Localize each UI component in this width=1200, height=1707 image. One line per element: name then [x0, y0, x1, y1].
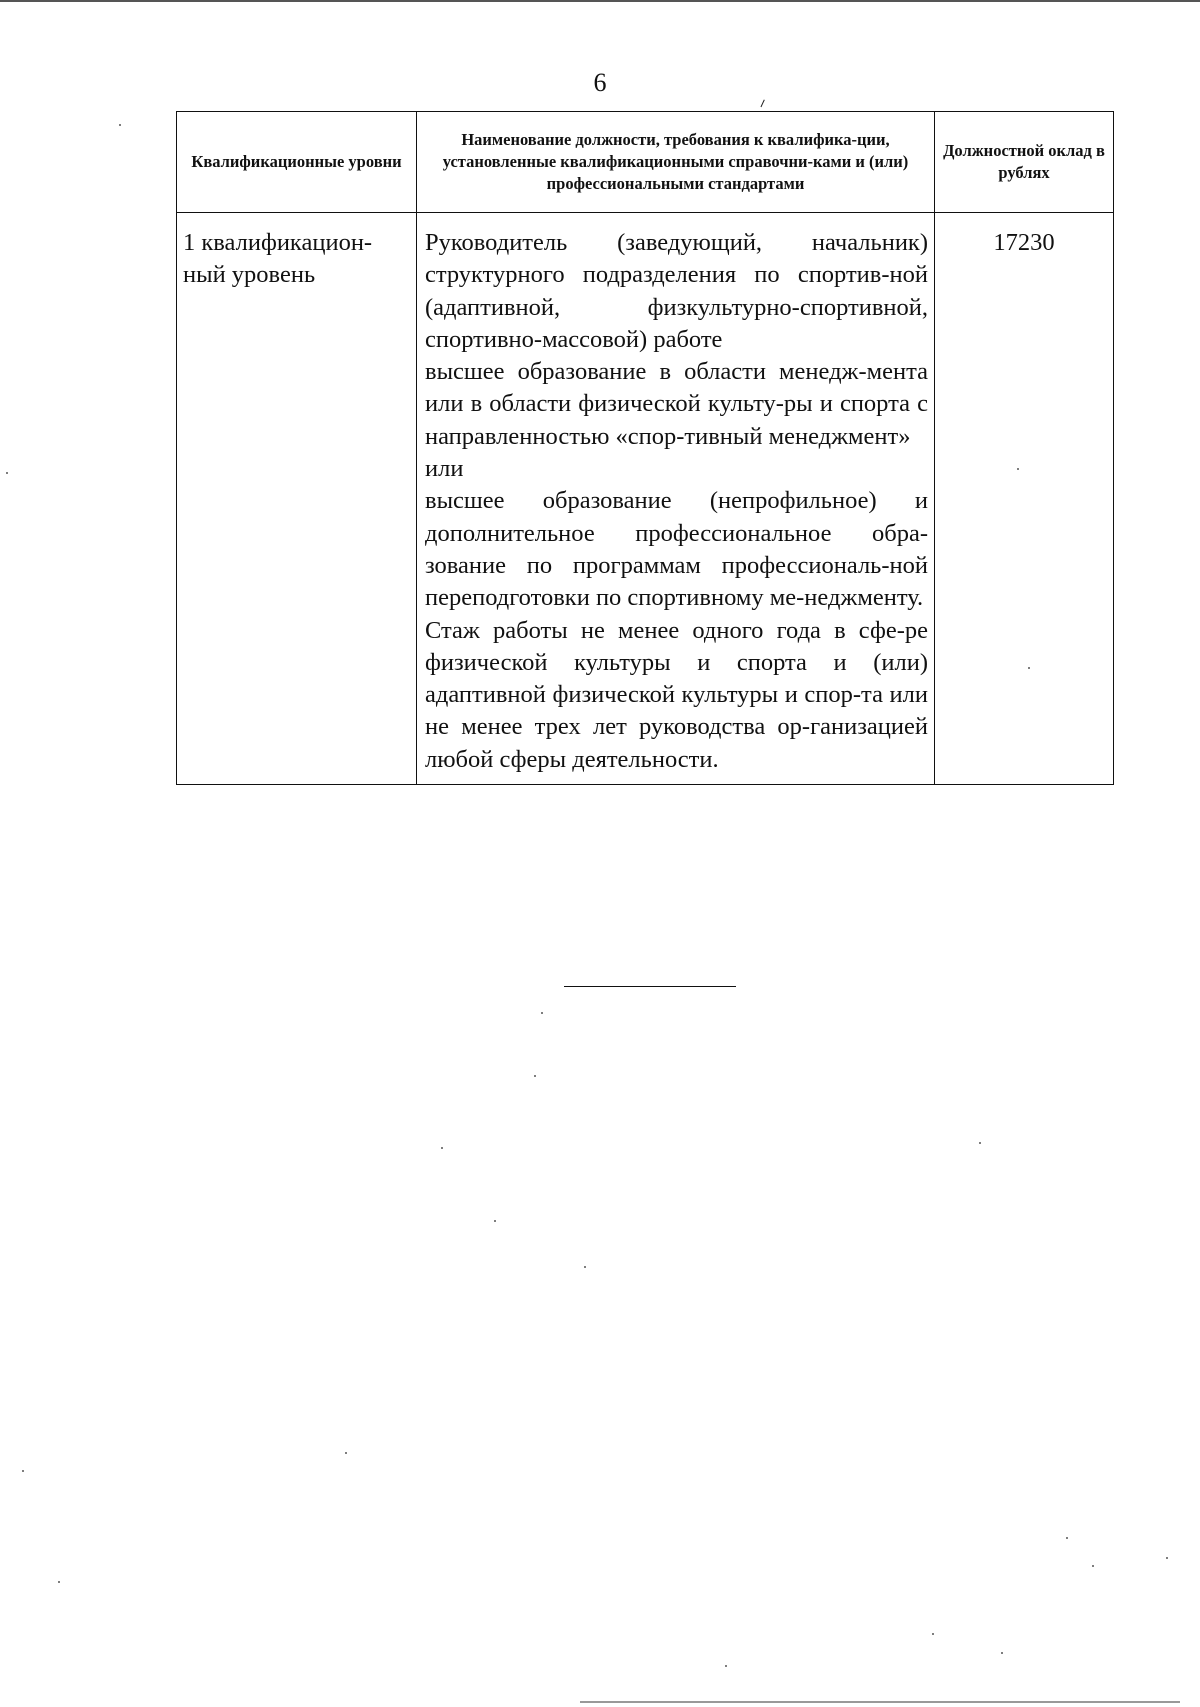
scan-speck	[1066, 1537, 1068, 1539]
scan-speck	[22, 1470, 24, 1472]
scan-speck	[1092, 1565, 1094, 1567]
scan-speck	[441, 1147, 443, 1149]
qualification-table	[176, 111, 1114, 785]
experience-requirement-text: Стаж работы не менее одного года в сфе-ре физической культуры и спорта и (или) адаптивной физической культуры и спор-та или не менее трех лет руководства ор-ганизацией любой сферы деятельности.	[425, 616, 928, 773]
salary-cell: 17230	[935, 213, 1114, 785]
scan-speck	[1166, 1557, 1168, 1559]
end-of-document-rule	[564, 986, 736, 987]
scan-speck	[534, 1075, 536, 1077]
header-qualification-levels: Квалификационные уровни	[177, 112, 417, 213]
page-number: 6	[593, 68, 607, 97]
page-bottom-edge	[580, 1701, 1180, 1703]
table-row	[177, 213, 1114, 785]
scan-speck	[6, 472, 8, 474]
scan-speck	[494, 1220, 496, 1222]
scan-speck	[979, 1142, 981, 1144]
header-position-requirements: Наименование должности, требования к квалифика-ции, установленные квалификационными справочни-ками и (или) профессиональными стандартами	[417, 112, 935, 213]
scan-speck	[932, 1633, 934, 1635]
scan-speck	[1017, 468, 1019, 470]
alternative-education-text: высшее образование (непрофильное) и дополнительное профессиональное обра-зование по программам профессиональ-ной переподготовки по спортивному ме-неджменту.	[425, 487, 928, 612]
position-description-cell	[417, 213, 935, 785]
pen-tick-mark	[760, 100, 767, 109]
scan-speck	[725, 1665, 727, 1667]
position-title-text: Руководитель (заведующий, начальник) структурного подразделения по спортив-ной (адаптивной, физкультурно-спортивной, спортивно-массовой) работе	[425, 229, 928, 353]
page-top-edge	[0, 0, 1200, 2]
qualification-level-cell: 1 квалификацион-ный уровень	[177, 213, 417, 785]
education-requirement-text: высшее образование в области менедж-мента или в области физической культу-ры и спорта с направленностью «спор-тивный менеджмент»	[425, 358, 928, 450]
scan-speck	[345, 1452, 347, 1454]
scan-speck	[119, 124, 121, 126]
scan-speck	[58, 1581, 60, 1583]
alternative-separator-text: или	[425, 455, 464, 483]
scan-speck	[1001, 1652, 1003, 1654]
header-salary: Должностной оклад в рублях	[935, 112, 1114, 213]
scan-speck	[541, 1012, 543, 1014]
scan-speck	[1028, 667, 1030, 669]
scan-speck	[584, 1266, 586, 1268]
table-header-row	[177, 112, 1114, 213]
